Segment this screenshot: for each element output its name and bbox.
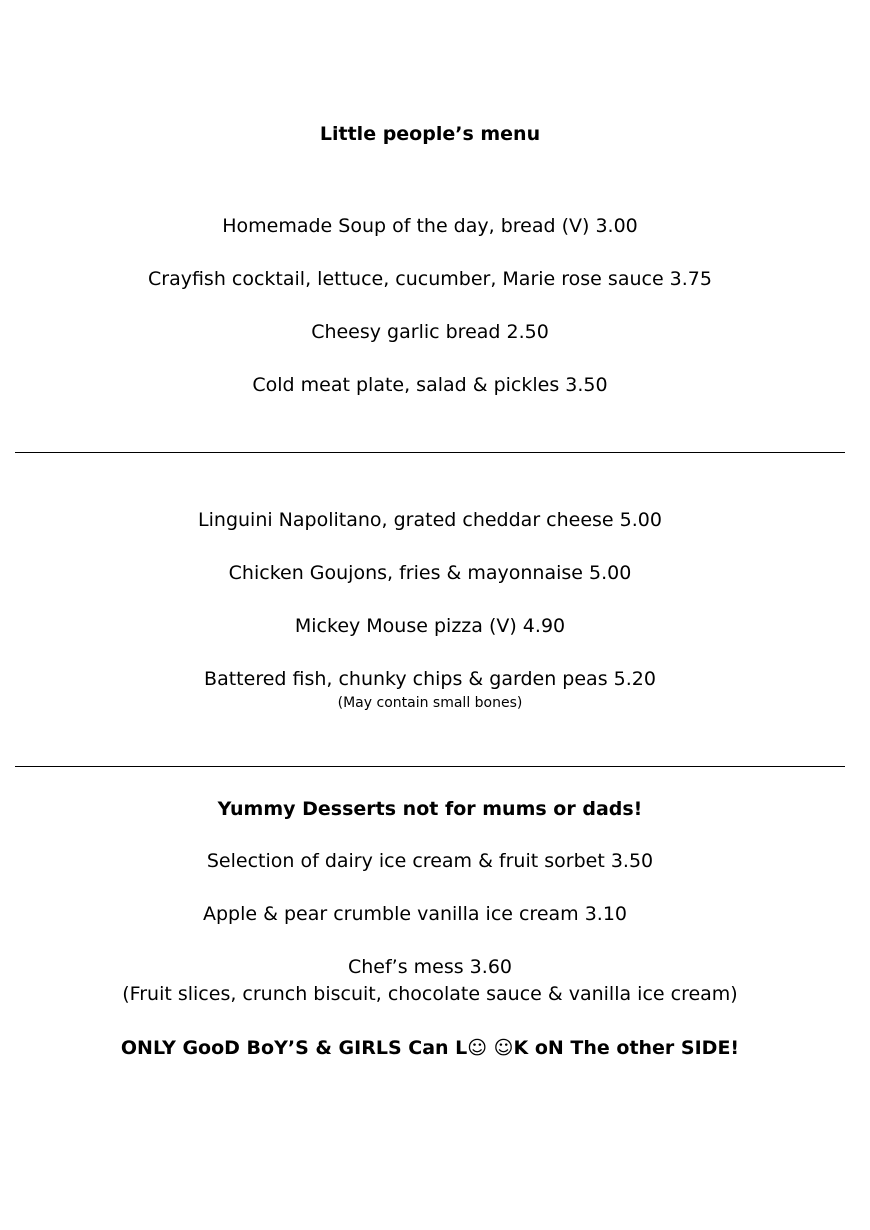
dessert-item: Chef’s mess 3.60 — [347, 956, 512, 978]
dessert-item: Selection of dairy ice cream & fruit sorbet 3.50 — [206, 850, 654, 872]
mains-note: (May contain small bones) — [337, 695, 523, 711]
section-divider — [15, 766, 845, 767]
main-item: Battered fish, chunky chips & garden peas 5.20 — [204, 668, 656, 690]
main-item: Chicken Goujons, fries & mayonnaise 5.00 — [228, 562, 632, 584]
desserts-heading: Yummy Desserts not for mums or dads! — [217, 798, 643, 820]
starter-item: Cold meat plate, salad & pickles 3.50 — [252, 374, 608, 396]
starter-item: Homemade Soup of the day, bread (V) 3.00 — [222, 215, 638, 237]
starter-item: Cheesy garlic bread 2.50 — [311, 321, 549, 343]
section-divider — [15, 452, 845, 453]
footer-message: ONLY GooD BoY’S & GIRLS Can L☺ ☺K oN The other SIDE! — [120, 1037, 740, 1059]
dessert-item: Apple & pear crumble vanilla ice cream 3.10 — [202, 903, 628, 925]
main-item: Linguini Napolitano, grated cheddar cheese 5.00 — [198, 509, 662, 531]
desserts-note: (Fruit slices, crunch biscuit, chocolate sauce & vanilla ice cream) — [122, 983, 738, 1005]
menu-title: Little people’s menu — [319, 123, 541, 145]
main-item: Mickey Mouse pizza (V) 4.90 — [294, 615, 566, 637]
starter-item: Crayfish cocktail, lettuce, cucumber, Marie rose sauce 3.75 — [148, 268, 712, 290]
